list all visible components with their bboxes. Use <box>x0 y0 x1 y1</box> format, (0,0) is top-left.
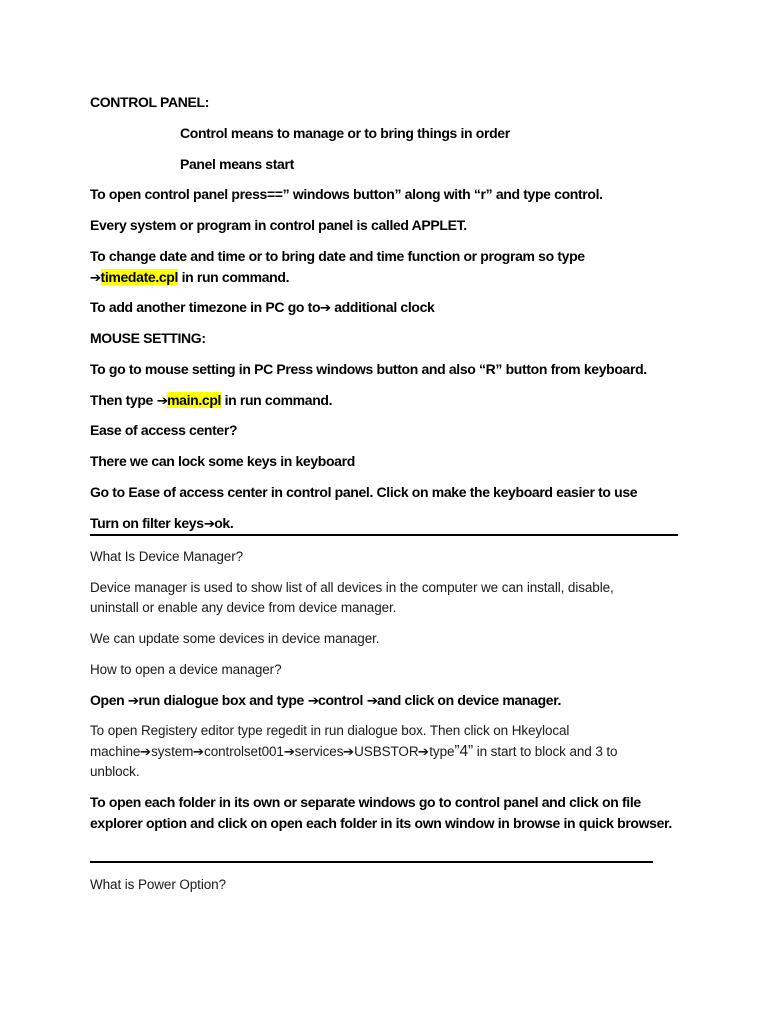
arrow-right-icon: ➔ <box>343 745 355 760</box>
timezone-target: additional clock <box>330 299 435 315</box>
date-time-command-rest: in run command. <box>178 269 290 285</box>
main-cpl-line <box>90 390 332 412</box>
timezone-text: To add another timezone in PC go to <box>90 299 321 315</box>
arrow-right-icon: ➔ <box>89 271 101 286</box>
date-time-command-line <box>90 267 289 289</box>
timezone-line <box>90 297 434 319</box>
applet-text: Every system or program in control panel is called APPLET. <box>90 217 467 233</box>
registry-seg-machine: machine <box>90 744 141 759</box>
registry-seg-system: system <box>151 744 194 759</box>
device-manager-question: What Is Device Manager? <box>90 549 244 564</box>
folders-line1: To open each folder in its own or separate windows go to control panel and click on file <box>90 794 641 810</box>
control-definition: Control means to manage or to bring things in order <box>180 125 510 141</box>
arrow-right-icon: ➔ <box>366 694 378 709</box>
registry-seg-value-4: ”4” <box>454 743 474 760</box>
control-panel-heading: CONTROL PANEL: <box>90 94 210 110</box>
step-click-device-manager: and click on device manager. <box>377 692 562 708</box>
registry-seg-usbstor: USBSTOR <box>354 744 419 759</box>
folders-line2: explorer option and click on open each folder in its own window in browse in quick browser. <box>90 815 672 831</box>
how-open-device-manager: How to open a device manager? <box>90 662 282 677</box>
filter-keys-ok: ok. <box>214 515 234 531</box>
open-control-panel-text: To open control panel press==” windows button” along with “r” and type control. <box>90 186 603 202</box>
mouse-setting-heading: MOUSE SETTING: <box>90 330 206 346</box>
registry-seg-tail: in start to block and 3 to <box>473 744 618 759</box>
arrow-right-icon: ➔ <box>193 745 205 760</box>
device-manager-desc-line2: uninstall or enable any device from device manager. <box>90 600 397 615</box>
power-option-question: What is Power Option? <box>90 877 226 892</box>
registry-seg-type: type <box>429 744 455 759</box>
arrow-right-icon: ➔ <box>203 517 215 532</box>
device-update-text: We can update some devices in device manager. <box>90 631 380 646</box>
filter-keys-text: Turn on filter keys <box>90 515 204 531</box>
registry-line3: unblock. <box>90 764 140 779</box>
arrow-right-icon: ➔ <box>307 694 319 709</box>
device-manager-desc-line1: Device manager is used to show list of all devices in the computer we can install, disable, <box>90 580 614 595</box>
arrow-right-icon: ➔ <box>283 745 295 760</box>
registry-seg-controlset: controlset001 <box>204 744 284 759</box>
step-run-dialogue: run dialogue box and type <box>138 692 308 708</box>
ease-of-access-question: Ease of access center? <box>90 422 238 438</box>
filter-keys-line <box>90 513 233 535</box>
arrow-right-icon: ➔ <box>156 394 168 409</box>
arrow-right-icon: ➔ <box>418 745 430 760</box>
arrow-right-icon: ➔ <box>127 694 139 709</box>
mouse-setting-text: To go to mouse setting in PC Press windows button and also “R” button from keyboard. <box>90 361 647 377</box>
section-divider <box>90 534 678 536</box>
arrow-right-icon: ➔ <box>319 301 331 316</box>
open-device-manager-steps <box>90 690 561 712</box>
panel-definition: Panel means start <box>180 156 294 172</box>
lock-keys-text: There we can lock some keys in keyboard <box>90 453 355 469</box>
then-type-text: Then type <box>90 392 157 408</box>
main-cpl-highlight: main.cpl <box>167 392 222 408</box>
registry-seg-services: services <box>294 744 344 759</box>
step-open: Open <box>90 692 128 708</box>
ease-of-access-text: Go to Ease of access center in control panel. Click on make the keyboard easier to use <box>90 484 638 500</box>
step-control: control <box>318 692 367 708</box>
section-divider <box>90 861 653 863</box>
date-time-text: To change date and time or to bring date and time function or program so type <box>90 248 585 264</box>
registry-line1: To open Registery editor type regedit in run dialogue box. Then click on Hkeylocal <box>90 723 570 738</box>
main-cpl-rest: in run command. <box>221 392 333 408</box>
arrow-right-icon: ➔ <box>140 745 152 760</box>
timedate-command-highlight: timedate.cpl <box>100 269 179 285</box>
registry-path-line <box>90 742 617 763</box>
